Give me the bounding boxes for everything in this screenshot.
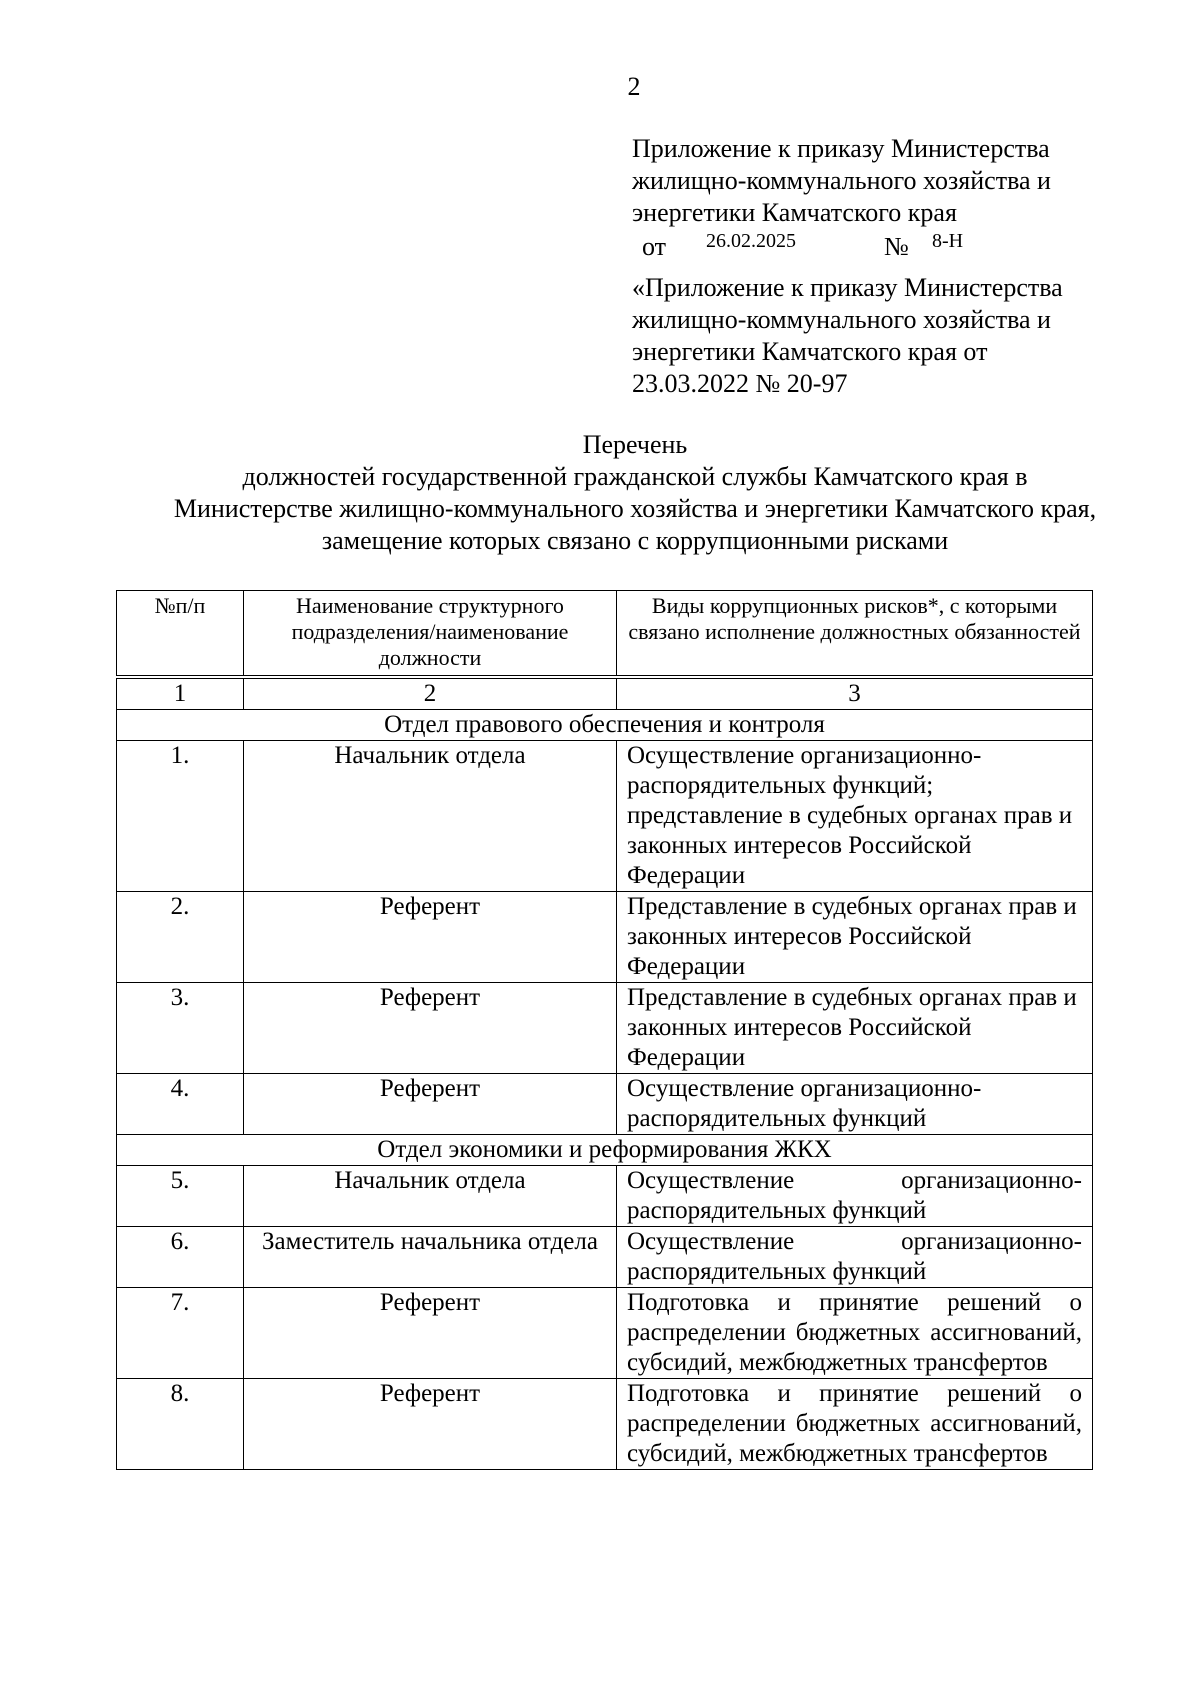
number-label: № — [884, 232, 909, 261]
table-row — [117, 741, 1093, 892]
table-row — [117, 1227, 1093, 1288]
section-row — [117, 1135, 1093, 1166]
row-position: Референт — [244, 1379, 617, 1470]
header-cell-number: №п/п — [117, 591, 244, 676]
row-number: 7. — [117, 1288, 244, 1379]
row-number: 4. — [117, 1074, 244, 1135]
previous-annex-line: жилищно-коммунального хозяйства и — [632, 305, 1051, 334]
row-risks: Осуществление организационно-распорядительных функций — [617, 1074, 1093, 1135]
column-number-row — [117, 679, 1093, 710]
previous-annex-line: 23.03.2022 № 20-97 — [632, 369, 848, 398]
header-cell-risks: Виды коррупционных рисков*, с которыми связано исполнение должностных обязанностей — [617, 591, 1093, 676]
annex-block — [632, 133, 1152, 263]
annex-line: энергетики Камчатского края — [632, 198, 957, 227]
order-date: 26.02.2025 — [706, 230, 796, 252]
table-row — [117, 1288, 1093, 1379]
row-number: 8. — [117, 1379, 244, 1470]
table-row — [117, 1074, 1093, 1135]
row-position: Начальник отдела — [244, 741, 617, 892]
row-risks: Осуществление организационно-распорядительных функций; представление в судебных органах прав и законных интересов Российской Федерации — [617, 741, 1093, 892]
header-row — [117, 591, 1093, 676]
table-row — [117, 983, 1093, 1074]
column-number: 2 — [244, 679, 617, 710]
previous-annex-line: энергетики Камчатского края от — [632, 337, 988, 366]
section-row — [117, 710, 1093, 741]
row-position: Референт — [244, 983, 617, 1074]
order-number: 8-Н — [932, 230, 964, 252]
document-title — [60, 429, 1200, 557]
table-row — [117, 1379, 1093, 1470]
row-risks: Подготовка и принятие решений о распределении бюджетных ассигнований, субсидий, межбюджетных трансфертов — [617, 1288, 1093, 1379]
previous-annex-block — [632, 272, 1152, 400]
row-number: 1. — [117, 741, 244, 892]
positions-table — [116, 678, 1093, 1470]
page-number: 2 — [627, 72, 641, 101]
title-line: должностей государственной гражданской службы Камчатского края в — [242, 462, 1028, 491]
section-title: Отдел правового обеспечения и контроля — [117, 710, 1093, 741]
header-cell-position: Наименование структурного подразделения/наименование должности — [244, 591, 617, 676]
order-details — [632, 229, 1152, 263]
title-line: замещение которых связано с коррупционными рисками — [321, 526, 949, 555]
row-risks: Подготовка и принятие решений о распределении бюджетных ассигнований, субсидий, межбюджетных трансфертов — [617, 1379, 1093, 1470]
title-line: Перечень — [582, 430, 688, 459]
section-title: Отдел экономики и реформирования ЖКХ — [117, 1135, 1093, 1166]
row-position: Заместитель начальника отдела — [244, 1227, 617, 1288]
annex-line: Приложение к приказу Министерства — [632, 134, 1050, 163]
column-number: 3 — [617, 679, 1093, 710]
annex-line: жилищно-коммунального хозяйства и — [632, 166, 1051, 195]
row-number: 6. — [117, 1227, 244, 1288]
table-header — [116, 590, 1093, 676]
row-risks: Представление в судебных органах прав и законных интересов Российской Федерации — [617, 892, 1093, 983]
title-line: Министерстве жилищно-коммунального хозяйства и энергетики Камчатского края, — [173, 494, 1097, 523]
row-position: Референт — [244, 1288, 617, 1379]
row-risks: Осуществление организационно-распорядительных функций — [617, 1166, 1093, 1227]
from-label: от — [642, 232, 667, 261]
row-number: 5. — [117, 1166, 244, 1227]
table-row — [117, 1166, 1093, 1227]
row-position: Референт — [244, 1074, 617, 1135]
row-risks: Представление в судебных органах прав и законных интересов Российской Федерации — [617, 983, 1093, 1074]
table-row — [117, 892, 1093, 983]
row-risks: Осуществление организационно-распорядительных функций — [617, 1227, 1093, 1288]
column-number: 1 — [117, 679, 244, 710]
previous-annex-line: «Приложение к приказу Министерства — [632, 273, 1063, 302]
row-number: 3. — [117, 983, 244, 1074]
row-position: Начальник отдела — [244, 1166, 617, 1227]
row-position: Референт — [244, 892, 617, 983]
row-number: 2. — [117, 892, 244, 983]
